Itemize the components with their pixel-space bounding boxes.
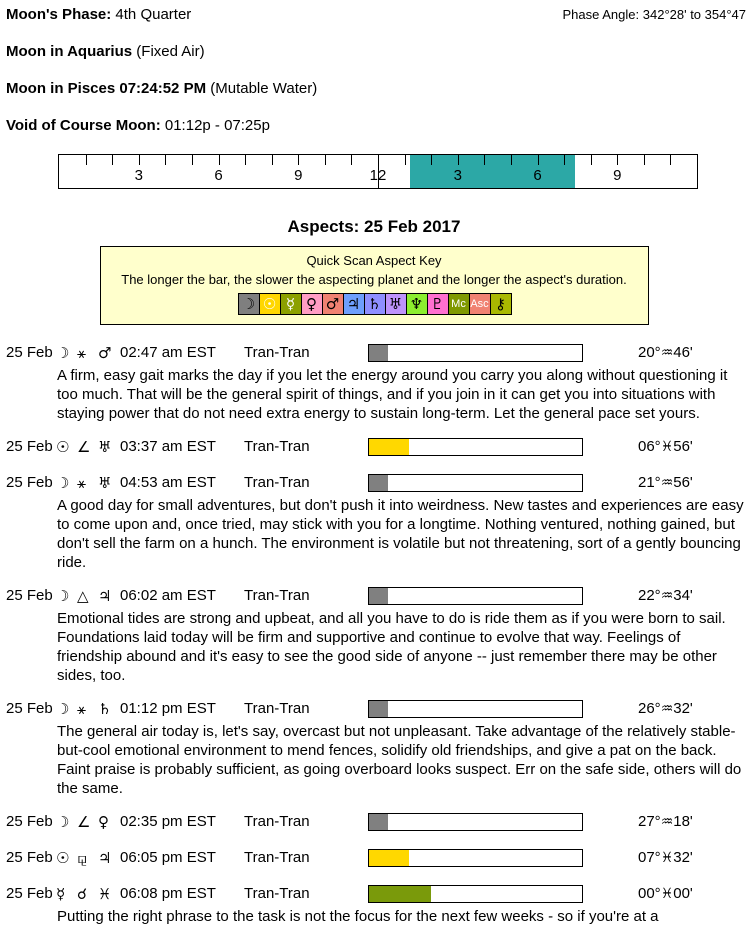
aspect-row	[0, 846, 748, 870]
hour-tick	[139, 155, 140, 165]
aspect-position	[638, 810, 693, 834]
aspect-description: A good day for small adventures, but don't push it into weirdness. New tastes and experiences are easy to come upon and, once tried, may stick with you for a longtime. Nothing ventured, nothing gained, but don't sell the farm on a hunch. The environment is volatile but not threatening, sort of a gently bouncing ride.	[57, 497, 744, 571]
aspect-time: 02:35 pm EST	[120, 813, 216, 830]
aspect-entry	[0, 810, 748, 834]
aspect-type: Tran-Tran	[244, 885, 310, 902]
minutes-value: 32'	[673, 849, 693, 866]
aspect-type: Tran-Tran	[244, 587, 310, 604]
aspect-row	[0, 341, 748, 365]
aspect-time: 06:05 pm EST	[120, 849, 216, 866]
hour-label: 3	[453, 167, 462, 184]
aspect-date: 25 Feb	[6, 344, 53, 361]
planet1-icon: ☽	[56, 344, 70, 362]
phase-angle-label: Phase Angle:	[562, 7, 640, 22]
degree-value: 22°	[638, 587, 661, 604]
mars-icon: ♂	[322, 293, 344, 315]
planet2-icon: ♅	[98, 438, 112, 456]
duration-bar	[368, 587, 583, 605]
hour-tick	[591, 155, 592, 165]
aspect-entry	[0, 846, 748, 870]
aspect-type: Tran-Tran	[244, 344, 310, 361]
void-period-highlight	[410, 155, 575, 188]
aspect-date: 25 Feb	[6, 849, 53, 866]
phase-angle-line	[563, 6, 747, 22]
minutes-value: 56'	[673, 474, 693, 491]
pluto-icon: ♇	[427, 293, 449, 315]
aspect-row	[0, 584, 748, 608]
hour-tick	[351, 155, 352, 165]
minutes-value: 00'	[673, 885, 693, 902]
aspect-type: Tran-Tran	[244, 438, 310, 455]
zodiac-sign-icon: ♓	[660, 850, 674, 866]
minutes-value: 56'	[673, 438, 693, 455]
hour-tick	[325, 155, 326, 165]
duration-bar-fill	[369, 850, 409, 866]
hour-label: 6	[533, 167, 542, 184]
degree-value: 07°	[638, 849, 661, 866]
hour-tick	[112, 155, 113, 165]
moons-phase-value: 4th Quarter	[115, 6, 192, 23]
hour-tick	[272, 155, 273, 165]
aspect-icon: ☌	[77, 885, 88, 903]
aspect-date: 25 Feb	[6, 474, 53, 491]
aspect-position	[638, 584, 693, 608]
aspect-date: 25 Feb	[6, 700, 53, 717]
planet1-icon: ☉	[56, 849, 70, 867]
aspect-icon: ∠	[77, 438, 91, 456]
aspect-icon: ⚹	[77, 474, 87, 492]
aspect-key-symbols	[105, 293, 644, 315]
hour-tick	[405, 155, 406, 165]
zodiac-sign-icon: ♒	[660, 588, 674, 604]
aspect-entry	[0, 697, 748, 798]
duration-bar	[368, 474, 583, 492]
aspect-entry	[0, 882, 748, 926]
hour-label: 3	[134, 167, 143, 184]
aspect-date: 25 Feb	[6, 885, 53, 902]
zodiac-sign-icon: ♒	[660, 701, 674, 717]
hour-label: 6	[214, 167, 223, 184]
aspect-position	[638, 341, 693, 365]
aspect-time: 06:02 am EST	[120, 587, 216, 604]
jupiter-icon: ♃	[343, 293, 365, 315]
planet1-icon: ☽	[56, 587, 70, 605]
hour-tick	[192, 155, 193, 165]
aspect-key-title: Quick Scan Aspect Key	[306, 253, 442, 268]
moon-icon: ☽	[238, 293, 260, 315]
aspect-position	[638, 846, 693, 870]
duration-bar	[368, 813, 583, 831]
hour-tick	[298, 155, 299, 165]
aspect-row	[0, 810, 748, 834]
aspect-key-subtitle: The longer the bar, the slower the aspecting planet and the longer the aspect's duration.	[121, 272, 627, 287]
aspect-entry	[0, 435, 748, 459]
hour-tick	[617, 155, 618, 165]
zodiac-sign-icon: ♒	[660, 814, 674, 830]
aspect-time: 03:37 am EST	[120, 438, 216, 455]
aspect-position	[638, 697, 693, 721]
degree-value: 27°	[638, 813, 661, 830]
uranus-icon: ♅	[385, 293, 407, 315]
hour-tick	[431, 155, 432, 165]
aspect-position	[638, 471, 693, 495]
aspect-row	[0, 882, 748, 906]
asc-icon: Asc	[469, 293, 491, 315]
moon-sign-line	[6, 43, 746, 60]
zodiac-sign-icon: ♒	[660, 345, 674, 361]
aspect-description: Putting the right phrase to the task is not the focus for the next few weeks - so if you're at a	[57, 908, 659, 925]
hour-tick	[644, 155, 645, 165]
aspect-entry	[0, 341, 748, 423]
planet1-icon: ☽	[56, 813, 70, 831]
duration-bar	[368, 344, 583, 362]
hour-tick	[564, 155, 565, 165]
planet2-icon: ♃	[98, 587, 112, 605]
hour-tick	[670, 155, 671, 165]
aspect-icon: ⚼	[77, 849, 88, 867]
planet1-icon: ☿	[56, 885, 66, 903]
aspect-description: Emotional tides are strong and upbeat, and all you have to do is ride them as if you were born to sail. Foundations laid today will be firm and supportive and continue to evolve that way. Feelings of friendship abound and it's easy to see the good side of anyone -- just remember there may be other sides, too.	[57, 610, 726, 684]
minutes-value: 46'	[673, 344, 693, 361]
planet2-icon: ♅	[98, 474, 112, 492]
planet2-icon: ♓	[98, 885, 112, 903]
aspects-title: Aspects: 25 Feb 2017	[287, 217, 461, 236]
aspect-time: 01:12 pm EST	[120, 700, 216, 717]
aspect-date: 25 Feb	[6, 587, 53, 604]
aspect-icon: △	[77, 587, 89, 605]
hour-tick	[538, 155, 539, 165]
aspect-time: 06:08 pm EST	[120, 885, 216, 902]
degree-value: 00°	[638, 885, 661, 902]
duration-bar	[368, 700, 583, 718]
moon-ingress-note: (Mutable Water)	[210, 80, 318, 97]
duration-bar-fill	[369, 588, 388, 604]
duration-bar-fill	[369, 814, 388, 830]
mc-icon: Mc	[448, 293, 470, 315]
hour-tick	[245, 155, 246, 165]
minutes-value: 32'	[673, 700, 693, 717]
hour-label: 9	[294, 167, 303, 184]
chiron-icon: ⚷	[490, 293, 512, 315]
duration-bar-fill	[369, 886, 431, 902]
degree-value: 21°	[638, 474, 661, 491]
zodiac-sign-icon: ♒	[660, 475, 674, 491]
aspect-description: A firm, easy gait marks the day if you let the energy around you carry you along without questioning it too much. That will be the general spirit of things, and if you join in it can get you into situations with staying power that do not need extra energy to sustain long-term. Let the general pace set yours.	[57, 367, 728, 422]
aspect-list	[0, 341, 748, 926]
void-of-course-timeline	[58, 154, 698, 189]
aspect-date: 25 Feb	[6, 438, 53, 455]
hour-label: 9	[613, 167, 622, 184]
hour-label: 12	[369, 167, 387, 184]
venus-icon: ♀	[301, 293, 323, 315]
hour-tick	[511, 155, 512, 165]
aspect-row	[0, 697, 748, 721]
duration-bar-fill	[369, 475, 388, 491]
moon-ingress-label: Moon in Pisces 07:24:52 PM	[6, 80, 207, 97]
aspect-icon: ⚹	[77, 700, 87, 718]
degree-value: 20°	[638, 344, 661, 361]
duration-bar-fill	[369, 439, 409, 455]
hour-tick	[219, 155, 220, 165]
duration-bar	[368, 885, 583, 903]
hour-tick	[86, 155, 87, 165]
aspect-key-box	[100, 246, 649, 325]
moons-phase-line	[6, 6, 191, 23]
hour-tick	[484, 155, 485, 165]
degree-value: 06°	[638, 438, 661, 455]
neptune-icon: ♆	[406, 293, 428, 315]
sun-icon: ☉	[259, 293, 281, 315]
duration-bar	[368, 849, 583, 867]
moon-ingress-line	[6, 80, 746, 97]
aspect-entry	[0, 471, 748, 572]
aspect-time: 04:53 am EST	[120, 474, 216, 491]
void-of-course-line	[6, 117, 746, 134]
aspect-type: Tran-Tran	[244, 813, 310, 830]
aspect-date: 25 Feb	[6, 813, 53, 830]
moons-phase-label: Moon's Phase:	[6, 6, 112, 23]
planet1-icon: ☉	[56, 438, 70, 456]
duration-bar	[368, 438, 583, 456]
aspect-time: 02:47 am EST	[120, 344, 216, 361]
planet1-icon: ☽	[56, 474, 70, 492]
void-of-course-label: Void of Course Moon:	[6, 117, 161, 134]
hour-tick	[458, 155, 459, 165]
planet2-icon: ♄	[98, 700, 112, 718]
planet2-icon: ♀	[98, 813, 109, 831]
aspect-type: Tran-Tran	[244, 700, 310, 717]
duration-bar-fill	[369, 345, 388, 361]
aspect-row	[0, 471, 748, 495]
aspect-description: The general air today is, let's say, overcast but not unpleasant. Take advantage of the relatively stable-but-cool emotional environment to mend fences, solidify old friendships, and give a pat on the back. Faint praise is probably sufficient, as going overboard looks suspect. Err on the safe side, others will do the same.	[57, 723, 742, 797]
minutes-value: 18'	[673, 813, 693, 830]
planet2-icon: ♂	[98, 344, 112, 362]
aspect-position	[638, 882, 693, 906]
void-of-course-value: 01:12p - 07:25p	[164, 117, 270, 134]
zodiac-sign-icon: ♓	[660, 886, 674, 902]
aspect-type: Tran-Tran	[244, 849, 310, 866]
duration-bar-fill	[369, 701, 388, 717]
mercury-icon: ☿	[280, 293, 302, 315]
aspect-icon: ∠	[77, 813, 91, 831]
aspect-row	[0, 435, 748, 459]
report-header	[0, 0, 748, 134]
planet1-icon: ☽	[56, 700, 70, 718]
moon-sign-note: (Fixed Air)	[136, 43, 205, 60]
zodiac-sign-icon: ♓	[660, 439, 674, 455]
phase-angle-value: 342°28' to 354°47	[642, 7, 746, 22]
aspect-entry	[0, 584, 748, 685]
saturn-icon: ♄	[364, 293, 386, 315]
planet2-icon: ♃	[98, 849, 112, 867]
moon-sign-label: Moon in Aquarius	[6, 43, 133, 60]
degree-value: 26°	[638, 700, 661, 717]
aspect-type: Tran-Tran	[244, 474, 310, 491]
aspect-position	[638, 435, 693, 459]
minutes-value: 34'	[673, 587, 693, 604]
hour-tick	[165, 155, 166, 165]
aspect-icon: ⚹	[77, 344, 87, 362]
